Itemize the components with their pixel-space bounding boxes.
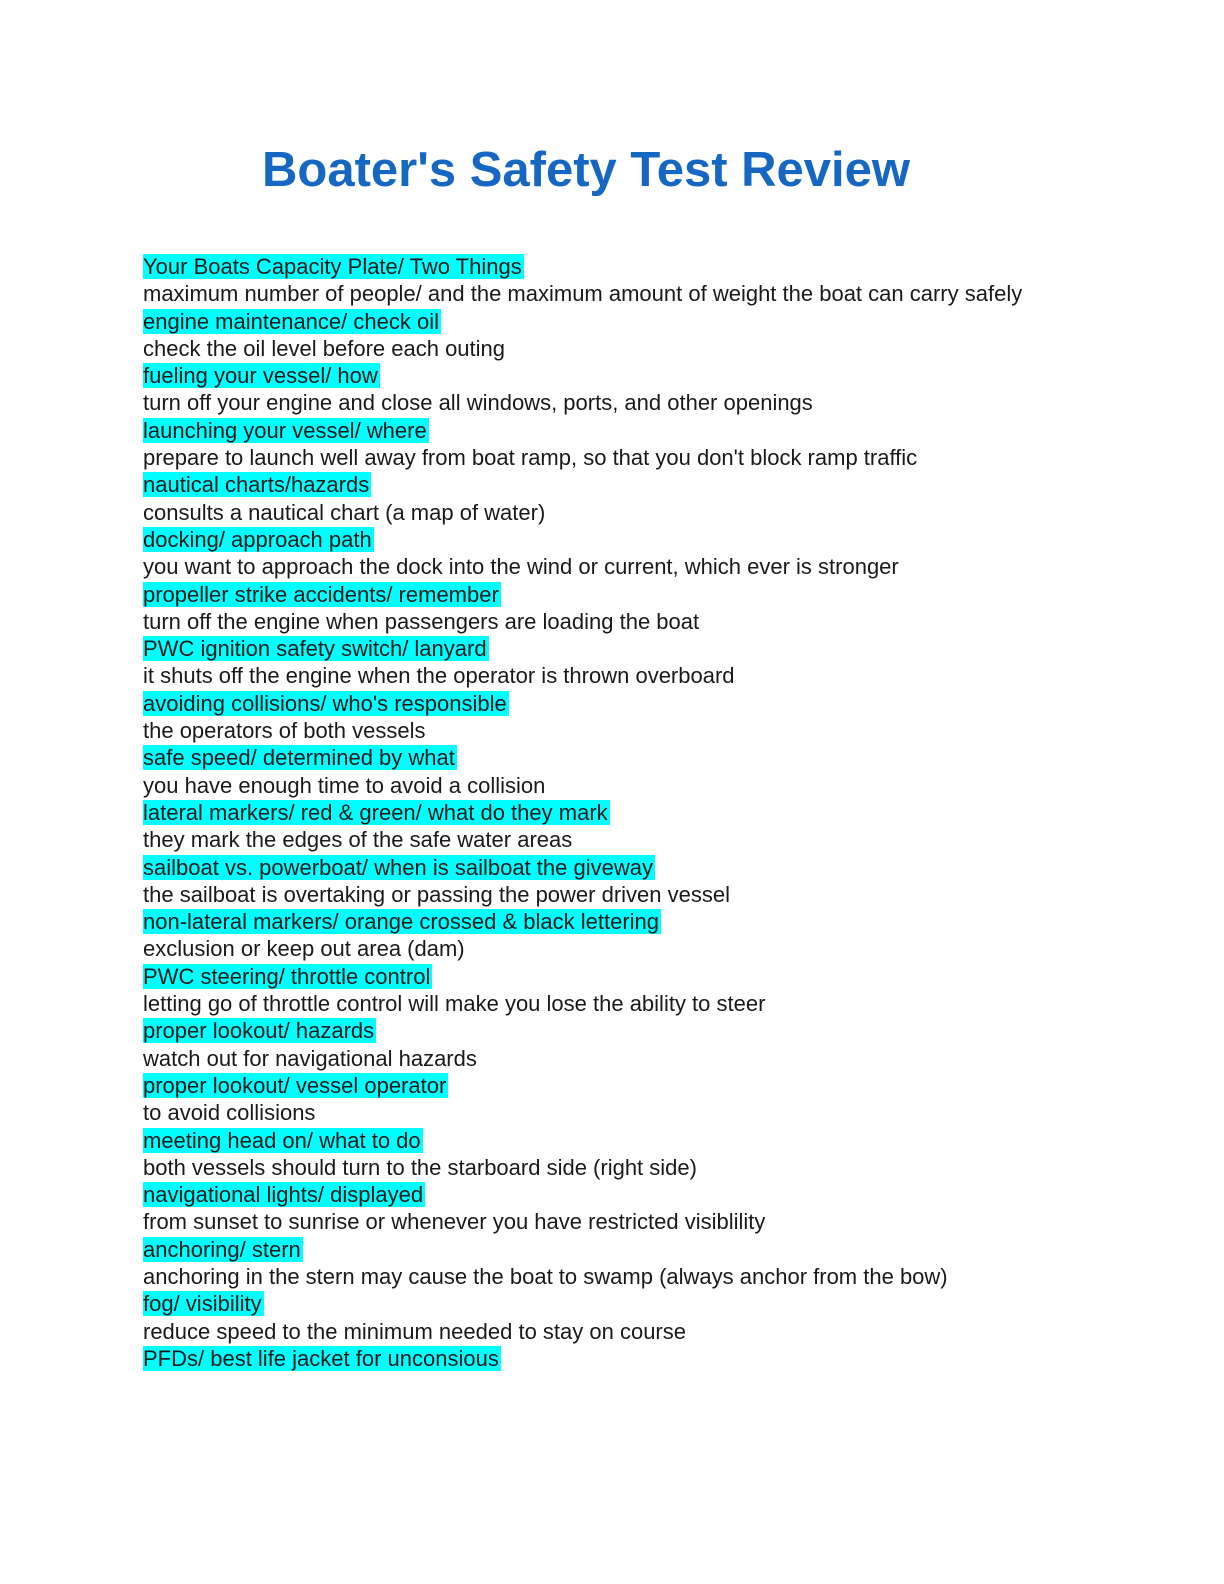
qa-item [143,362,1043,417]
answer-text: you want to approach the dock into the wind or current, which ever is stronger [143,554,899,580]
question-line [143,1127,1043,1154]
highlighted-question: proper lookout/ hazards [143,1018,375,1044]
question-line [143,417,1043,444]
highlighted-question: propeller strike accidents/ remember [143,581,499,607]
question-line [143,635,1043,662]
highlighted-question: Your Boats Capacity Plate/ Two Things [143,254,522,279]
qa-item [143,1345,1043,1372]
answer-text: exclusion or keep out area (dam) [143,936,465,962]
answer-text: turn off the engine when passengers are loading the boat [143,608,700,634]
highlighted-question: sailboat vs. powerboat/ when is sailboat the giveway [143,854,653,880]
highlighted-question: PWC steering/ throttle control [143,963,431,989]
answer-text: the operators of both vessels [143,718,426,744]
answer-text: from sunset to sunrise or whenever you have restricted visiblility [143,1209,766,1235]
qa-item [143,471,1043,526]
answer-text: you have enough time to avoid a collision [143,772,546,798]
answer-text: to avoid collisions [143,1100,316,1126]
highlighted-question: avoiding collisions/ who's responsible [143,690,507,716]
highlighted-question: non-lateral markers/ orange crossed & black lettering [143,909,660,935]
qa-list [143,253,1043,1372]
highlighted-question: navigational lights/ displayed [143,1182,424,1208]
question-line [143,854,1043,881]
question-line [143,1072,1043,1099]
question-line [143,908,1043,935]
qa-item [143,1181,1043,1236]
question-line [143,308,1043,335]
qa-item [143,635,1043,690]
qa-item [143,690,1043,745]
question-line [143,963,1043,990]
question-line [143,253,1043,280]
answer-text: consults a nautical chart (a map of water) [143,499,546,525]
question-line [143,1345,1043,1372]
highlighted-question: nautical charts/hazards [143,472,370,498]
qa-item [143,1017,1043,1072]
highlighted-question: safe speed/ determined by what [143,745,455,771]
highlighted-question: PFDs/ best life jacket for unconsious [143,1345,499,1371]
qa-item [143,308,1043,363]
highlighted-question: PWC ignition safety switch/ lanyard [143,636,487,662]
question-line [143,362,1043,389]
highlighted-question: meeting head on/ what to do [143,1127,421,1153]
answer-text: anchoring in the stern may cause the boat to swamp (always anchor from the bow) [143,1263,948,1289]
qa-item [143,799,1043,854]
highlighted-question: lateral markers/ red & green/ what do they mark [143,799,608,825]
highlighted-question: anchoring/ stern [143,1236,301,1262]
page-title: Boater's Safety Test Review [262,143,911,197]
answer-text: reduce speed to the minimum needed to stay on course [143,1318,686,1344]
qa-item [143,581,1043,636]
question-line [143,471,1043,498]
qa-item [143,526,1043,581]
question-line [143,1017,1043,1044]
answer-text: they mark the edges of the safe water areas [143,827,573,853]
answer-text: check the oil level before each outing [143,335,506,361]
question-line [143,581,1043,608]
qa-item [143,1236,1043,1291]
question-line [143,799,1043,826]
question-line [143,1181,1043,1208]
answer-text: it shuts off the engine when the operator is thrown overboard [143,663,735,689]
qa-item [143,744,1043,799]
question-line [143,744,1043,771]
question-line [143,526,1043,553]
qa-item [143,417,1043,472]
answer-text: watch out for navigational hazards [143,1045,477,1071]
answer-text: turn off your engine and close all windows, ports, and other openings [143,390,813,416]
qa-item [143,1072,1043,1127]
qa-item [143,1127,1043,1182]
answer-text: prepare to launch well away from boat ramp, so that you don't block ramp traffic [143,445,918,471]
highlighted-question: docking/ approach path [143,526,372,552]
question-line [143,1236,1043,1263]
answer-text: both vessels should turn to the starboard side (right side) [143,1154,697,1180]
qa-item [143,253,1043,308]
question-line [143,690,1043,717]
highlighted-question: engine maintenance/ check oil [143,308,439,334]
highlighted-question: launching your vessel/ where [143,417,427,443]
answer-text: letting go of throttle control will make you lose the ability to steer [143,991,766,1017]
qa-item [143,1290,1043,1345]
qa-item [143,908,1043,963]
answer-text: the sailboat is overtaking or passing the power driven vessel [143,881,730,907]
highlighted-question: fog/ visibility [143,1291,262,1317]
question-line [143,1290,1043,1317]
highlighted-question: fueling your vessel/ how [143,363,378,389]
qa-item [143,963,1043,1018]
qa-item [143,854,1043,909]
highlighted-question: proper lookout/ vessel operator [143,1072,447,1098]
answer-text: maximum number of people/ and the maximum amount of weight the boat can carry safely [143,281,1023,307]
